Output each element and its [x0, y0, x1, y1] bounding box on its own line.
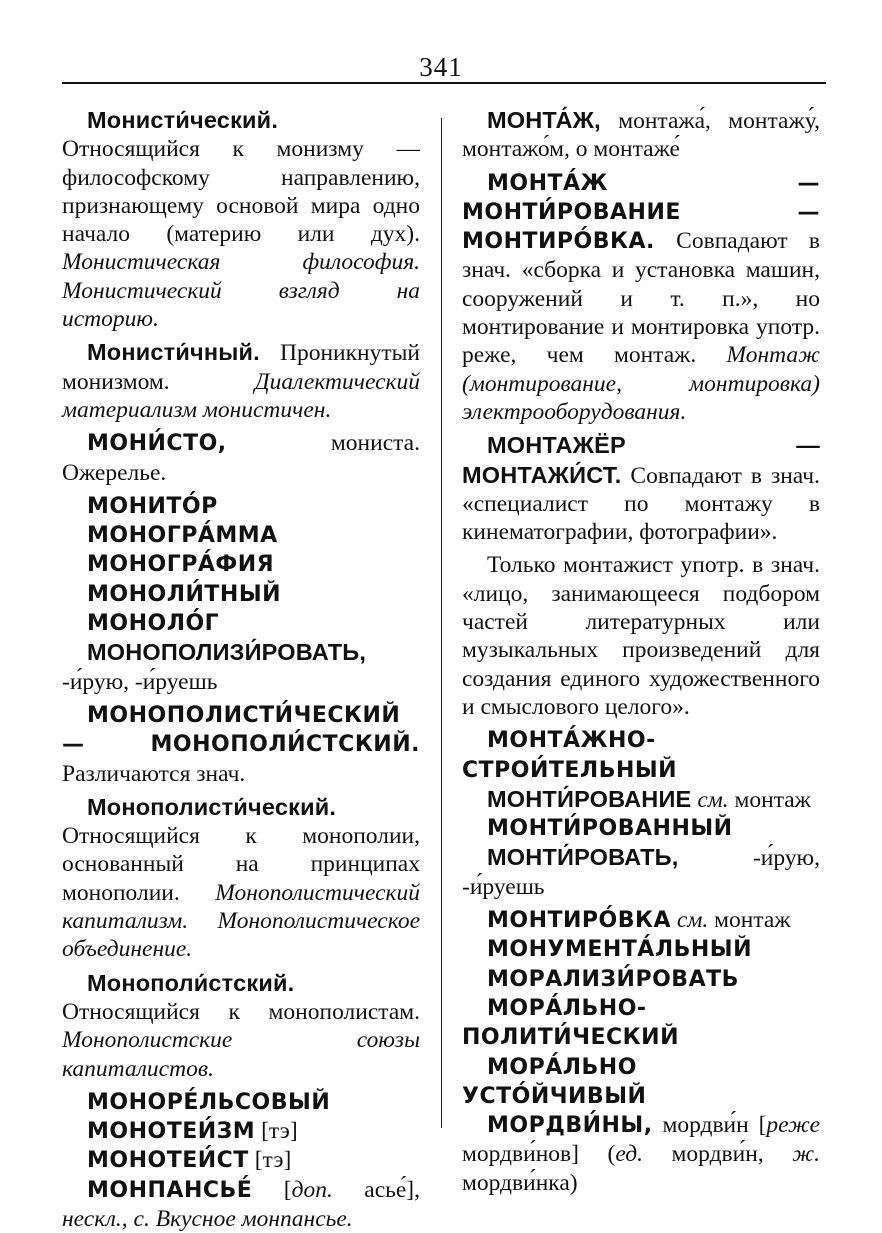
- example: Монополистический капитализм. Монополистическое объединение.: [62, 879, 420, 963]
- headword: МОНОПОЛИЗИ́РОВАТЬ,: [87, 639, 367, 666]
- headword: МОНТИ́РОВАТЬ,: [487, 844, 679, 871]
- definition: мордви́н [: [652, 1112, 767, 1139]
- entry-moralizirovat: [462, 965, 820, 994]
- example: нескл., с. Вкусное монпансье.: [62, 1205, 353, 1232]
- headword: МОНТА́ЖНО-СТРОИ́ТЕЛЬНЫЙ: [462, 728, 678, 783]
- label: реже: [766, 1112, 820, 1139]
- definition: мордви́нов] (: [462, 1141, 616, 1168]
- entry-monopolistskiy: [62, 969, 420, 1083]
- entry-monolog: [62, 609, 420, 638]
- headword: МОНУМЕНТА́ЛЬНЫЙ: [487, 937, 752, 963]
- entry-monpansye: [62, 1176, 420, 1233]
- entry-monografiya: [62, 550, 420, 579]
- definition: монтаж: [708, 907, 791, 934]
- headword: МОНИ́СТО,: [87, 431, 227, 457]
- definition: [: [252, 1176, 292, 1203]
- definition: асье́],: [332, 1176, 420, 1203]
- headword: МОНИТО́Р: [87, 493, 218, 519]
- entry-mordviny: [462, 1111, 820, 1197]
- definition: -и́рую, -и́руешь: [462, 845, 820, 900]
- label: ж.: [792, 1141, 820, 1168]
- entry-montazh-group: [462, 169, 820, 427]
- entry-montirovannyy: [462, 814, 820, 843]
- header-rule: [62, 82, 826, 84]
- label: доп.: [291, 1176, 333, 1203]
- headword: Монополисти́ческий.: [87, 793, 337, 820]
- headword: МОРА́ЛЬНО-ПОЛИТИ́ЧЕСКИЙ: [462, 995, 679, 1051]
- headword: МОНТИ́РОВАНИЕ: [487, 785, 692, 812]
- headword: МОНОГРА́ММА: [87, 523, 278, 549]
- definition: монтаж: [728, 786, 811, 813]
- headword: МОРА́ЛЬНО УСТО́ЙЧИВЫЙ: [462, 1054, 647, 1109]
- headword: МОНОЛИ́ТНЫЙ: [87, 581, 282, 607]
- entry-monoteizm: [62, 1117, 420, 1146]
- entry-monopolizirovat: [62, 638, 420, 696]
- label: см.: [691, 786, 729, 813]
- definition: мониста. Ожерелье.: [62, 430, 420, 486]
- definition: мордви́нка): [462, 1169, 578, 1196]
- definition: мордви́н,: [642, 1141, 793, 1168]
- headword: МОНТИ́РОВАННЫЙ: [487, 816, 733, 842]
- headword: МОНТАЖЁР — МОНТАЖИ́СТ.: [462, 432, 820, 488]
- entry-montazhno-stroitelnyy: [462, 726, 820, 785]
- example: Монополистские союзы капиталистов.: [62, 1027, 420, 1082]
- headword: МОНПАНСЬЕ́: [87, 1177, 253, 1203]
- headword: МОНОТЕИ́СТ: [87, 1148, 249, 1174]
- entry-montazher-group: [462, 431, 820, 546]
- headword: Монополи́стский.: [87, 969, 295, 996]
- entry-monopolisticheskiy-group: [62, 701, 420, 788]
- definition: Проникнутый монизмом.: [62, 340, 420, 395]
- headword: МОНОПОЛИСТИ́ЧЕСКИЙ — МОНОПОЛИ́СТСКИЙ.: [62, 702, 420, 758]
- entry-moralno-ustoychivyy: [462, 1053, 820, 1112]
- definition: Совпадают в знач. «сборка и установка машин, сооружений и т. п.», но монтирование и монтировка употр. реже, чем монтаж.: [462, 228, 820, 369]
- headword: Монисти́чный.: [87, 339, 260, 366]
- entry-monisticheskiy: [62, 106, 420, 333]
- headword: МОНОРЕ́ЛЬСОВЫЙ: [87, 1089, 331, 1115]
- entry-monorelsovyy: [62, 1088, 420, 1117]
- column-divider: [441, 118, 442, 1128]
- headword: МОРАЛИЗИ́РОВАТЬ: [487, 966, 739, 992]
- definition: Относящийся к монополистам.: [62, 998, 420, 1025]
- headword: МОНТА́Ж — МОНТИ́РОВАНИЕ — МОНТИРО́ВКА.: [462, 170, 820, 255]
- entry-monistichnyy: [62, 338, 420, 424]
- definition: [тэ]: [255, 1118, 298, 1145]
- label: см.: [671, 907, 709, 934]
- definition: Совпадают в знач. «специалист по монтажу в кинематографии, фотографии».: [462, 462, 820, 546]
- headword: МОНТА́Ж,: [487, 107, 601, 133]
- entry-monumentalnyy: [462, 935, 820, 964]
- headword: МОНТИРО́ВКА: [487, 908, 672, 934]
- definition: Относящийся к монизму — философскому направлению, признающему основой мира одно начало (материю или дух).: [62, 136, 420, 248]
- headword: МОРДВИ́НЫ,: [487, 1113, 653, 1139]
- entry-monopolisticheskiy: [62, 793, 420, 964]
- entry-montazhist-note: [462, 551, 820, 721]
- entry-monitor: [62, 492, 420, 521]
- entry-moralno-politicheskiy: [462, 994, 820, 1053]
- definition: монтажа́, монтажу́, монтажо́м, о монтаже́: [462, 108, 820, 163]
- definition: Относящийся к монополии, основанный на принципах монополии.: [62, 823, 420, 906]
- page-number: 341: [419, 52, 463, 82]
- headword: МОНОГРА́ФИЯ: [87, 552, 275, 578]
- entry-monolitnyy: [62, 580, 420, 609]
- entry-montirovanie: [462, 785, 820, 814]
- entry-montirovat: [462, 843, 820, 901]
- entry-montazh-forms: [462, 106, 820, 164]
- definition: -и́рую, -и́руешь: [62, 668, 218, 695]
- headword: МОНОЛО́Г: [87, 611, 220, 637]
- entry-monogramma: [62, 521, 420, 550]
- example: Монтаж (монтирование, монтировка) электрооборудования.: [462, 342, 820, 425]
- entry-monoteist: [62, 1146, 420, 1175]
- headword: МОНОТЕИ́ЗМ: [87, 1119, 256, 1145]
- definition: [тэ]: [248, 1147, 292, 1174]
- example: Диалектический материализм монистичен.: [62, 368, 420, 423]
- left-column: [62, 106, 420, 1233]
- right-column: [462, 106, 820, 1197]
- definition: Различаются знач.: [62, 760, 246, 787]
- entry-monisto: [62, 429, 420, 487]
- example: Монистическая философия. Монистический взгляд на историю.: [62, 249, 420, 333]
- definition: Только монтажист употр. в знач. «лицо, занимающееся подбором частей литературных или музыкальных произведений для создания единого художественного и смыслового целого».: [462, 552, 820, 720]
- label: ед.: [615, 1141, 643, 1168]
- entry-montirovka: [462, 906, 820, 935]
- headword: Монисти́ческий.: [87, 107, 279, 133]
